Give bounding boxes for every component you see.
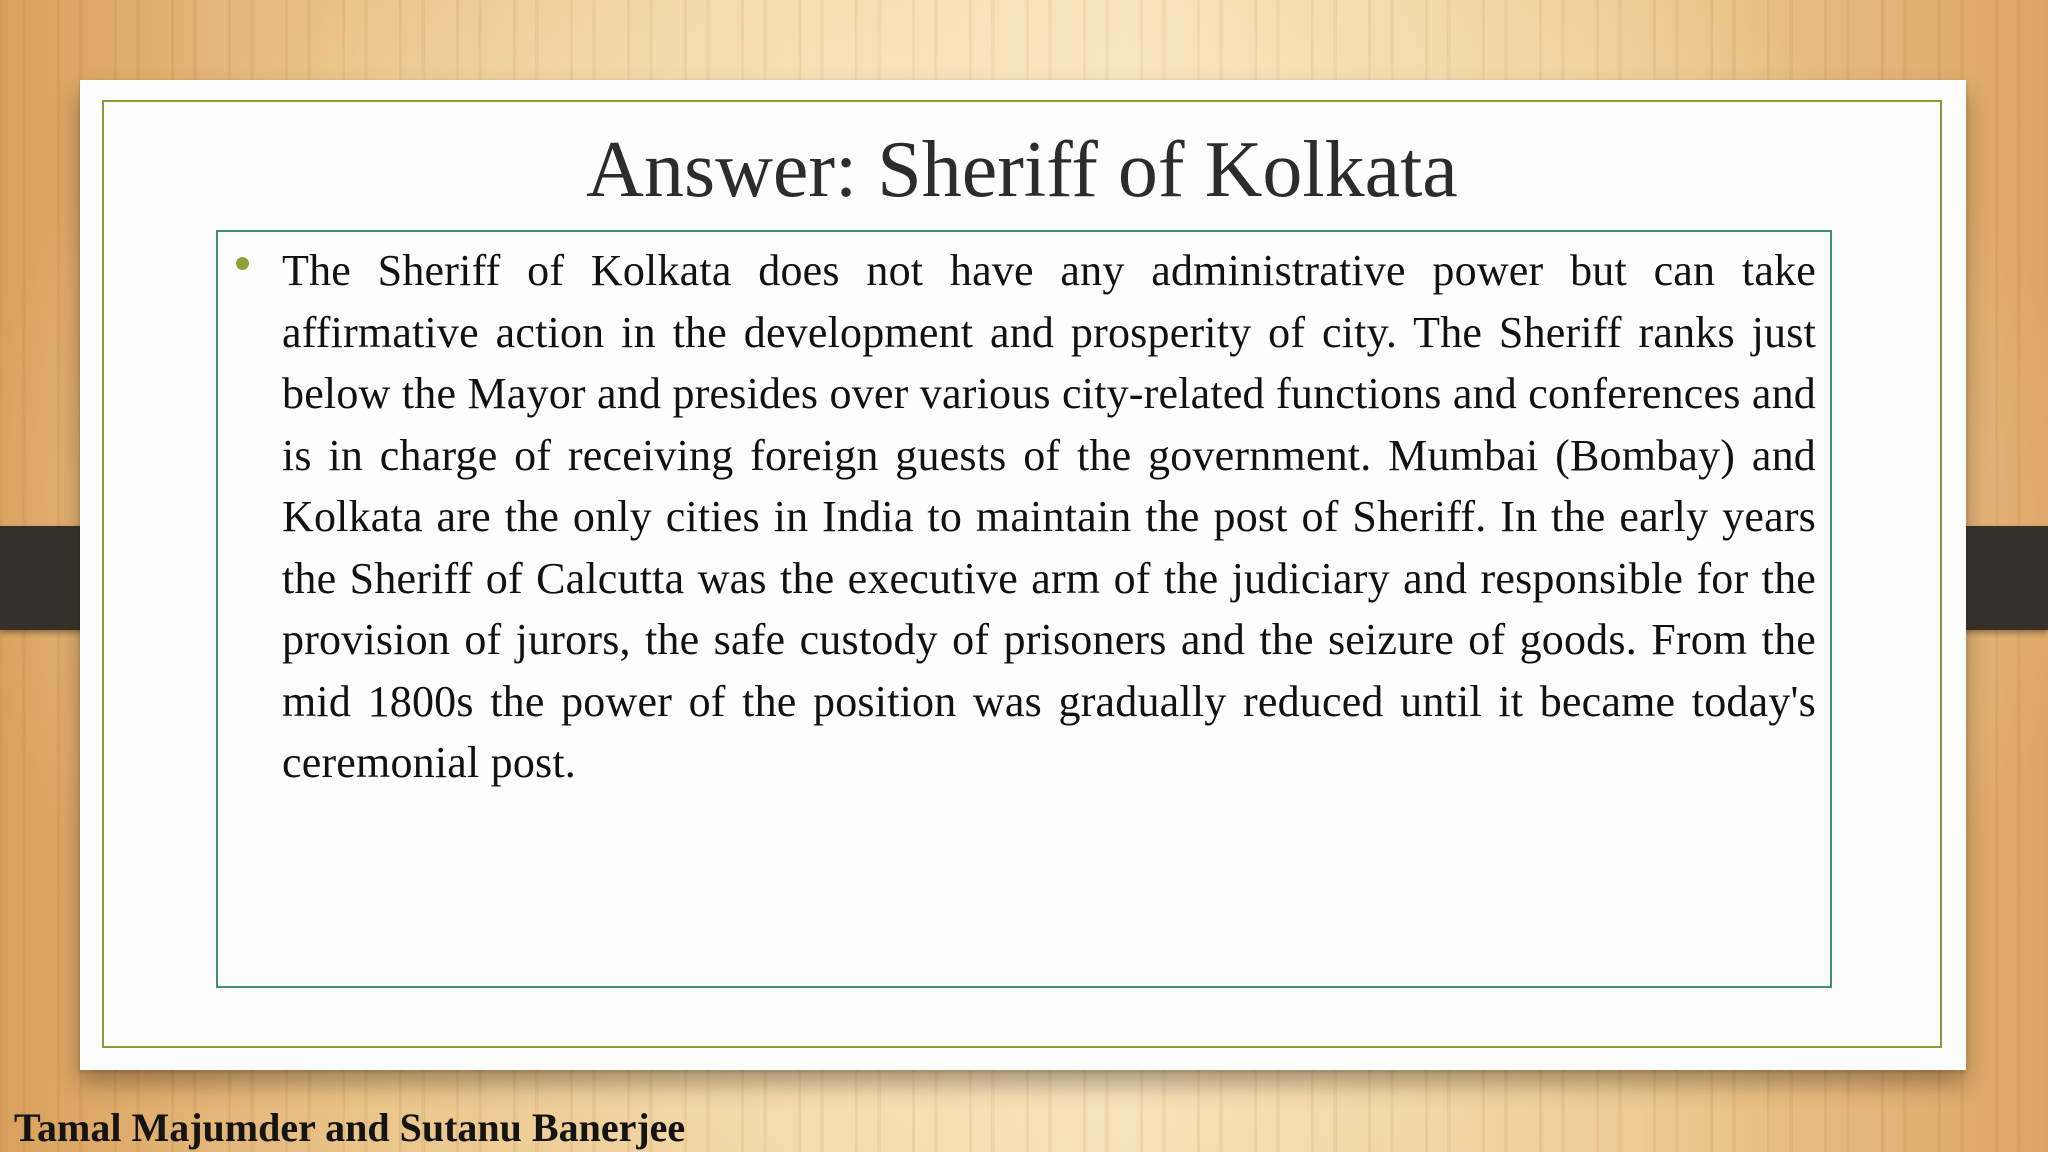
bullet-text: The Sheriff of Kolkata does not have any administrative power but can take affirmative action in the development and prosperity of city. The Sheriff ranks just below the Mayor and presides over various city-related functions and conferences and is in charge of receiving foreign guests of the government. Mumbai (Bombay) and Kolkata are the only cities in India to maintain the post of Sheriff. In the early years the Sheriff of Calcutta was the executive arm of the judiciary and responsible for the provision of jurors, the safe custody of prisoners and the seizure of goods. From the mid 1800s the power of the position was gradually reduced until it became today's ceremonial post. xyxy=(282,246,1816,787)
bullet-dot-icon xyxy=(236,257,249,270)
slide-title: Answer: Sheriff of Kolkata xyxy=(586,126,1458,214)
footer-authors: Tamal Majumder and Sutanu Banerjee xyxy=(14,1105,686,1150)
bullet-list xyxy=(230,240,1816,794)
bullet-item xyxy=(230,240,1816,794)
